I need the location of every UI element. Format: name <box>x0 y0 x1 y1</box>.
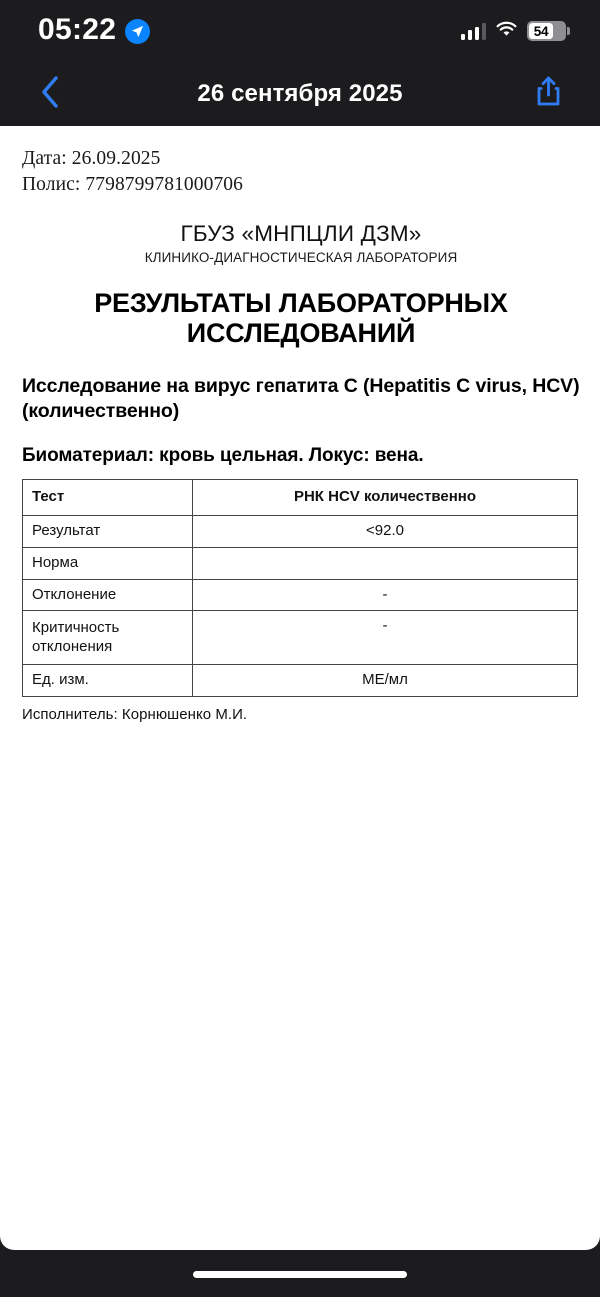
back-button[interactable] <box>28 72 72 116</box>
table-header-value: РНК HCV количественно <box>193 480 578 516</box>
row-value-norm <box>193 547 578 579</box>
report-title: РЕЗУЛЬТАТЫ ЛАБОРАТОРНЫХ ИССЛЕДОВАНИЙ <box>94 288 508 349</box>
row-value-deviation: - <box>193 579 578 611</box>
row-value-criticality: - <box>193 611 578 665</box>
share-icon <box>535 75 562 113</box>
share-button[interactable] <box>526 72 570 116</box>
biomaterial-line: Биоматериал: кровь цельная. Локус: вена. <box>22 445 424 467</box>
table-header-key: Тест <box>23 480 193 516</box>
row-label-units: Ед. изм. <box>23 665 193 697</box>
organization-block <box>22 221 580 265</box>
results-table <box>22 479 578 697</box>
row-value-result: <92.0 <box>193 516 578 548</box>
battery-cap <box>567 27 570 35</box>
status-bar-right <box>461 20 567 42</box>
navigation-bar <box>0 62 600 126</box>
organization-name: ГБУЗ «МНПЦЛИ ДЗМ» <box>180 221 422 247</box>
organization-subtitle: КЛИНИКО-ДИАГНОСТИЧЕСКАЯ ЛАБОРАТОРИЯ <box>144 250 458 266</box>
study-title: Исследование на вирус гепатита C (Hepatitis C virus, HCV) (количественно) <box>22 374 580 422</box>
wifi-icon <box>495 20 518 42</box>
page-title: 26 сентября 2025 <box>197 80 403 107</box>
report-policy-number: Полис: 7798799781000706 <box>22 173 243 195</box>
row-label-result: Результат <box>23 516 193 548</box>
battery-percentage: 54 <box>529 23 553 39</box>
table-row <box>23 611 578 665</box>
row-value-units: МЕ/мл <box>193 665 578 697</box>
status-bar-left <box>38 15 150 47</box>
status-bar-clock: 05:22 <box>38 13 117 46</box>
lab-report <box>0 126 600 723</box>
table-row <box>23 579 578 611</box>
row-label-norm: Норма <box>23 547 193 579</box>
row-label-criticality: Критичность отклонения <box>23 611 193 665</box>
home-indicator[interactable] <box>193 1271 407 1278</box>
performer-line: Исполнитель: Корнюшенко М.И. <box>22 706 248 724</box>
status-bar <box>0 0 600 62</box>
chevron-left-icon <box>39 75 61 114</box>
battery-icon <box>527 21 566 41</box>
document-sheet[interactable] <box>0 126 600 1250</box>
table-row <box>23 547 578 579</box>
location-arrow-icon <box>125 19 150 44</box>
table-header-row <box>23 480 578 516</box>
table-row <box>23 516 578 548</box>
row-label-deviation: Отклонение <box>23 579 193 611</box>
report-date: Дата: 26.09.2025 <box>22 148 161 169</box>
table-row <box>23 665 578 697</box>
cellular-signal-icon <box>461 23 487 40</box>
